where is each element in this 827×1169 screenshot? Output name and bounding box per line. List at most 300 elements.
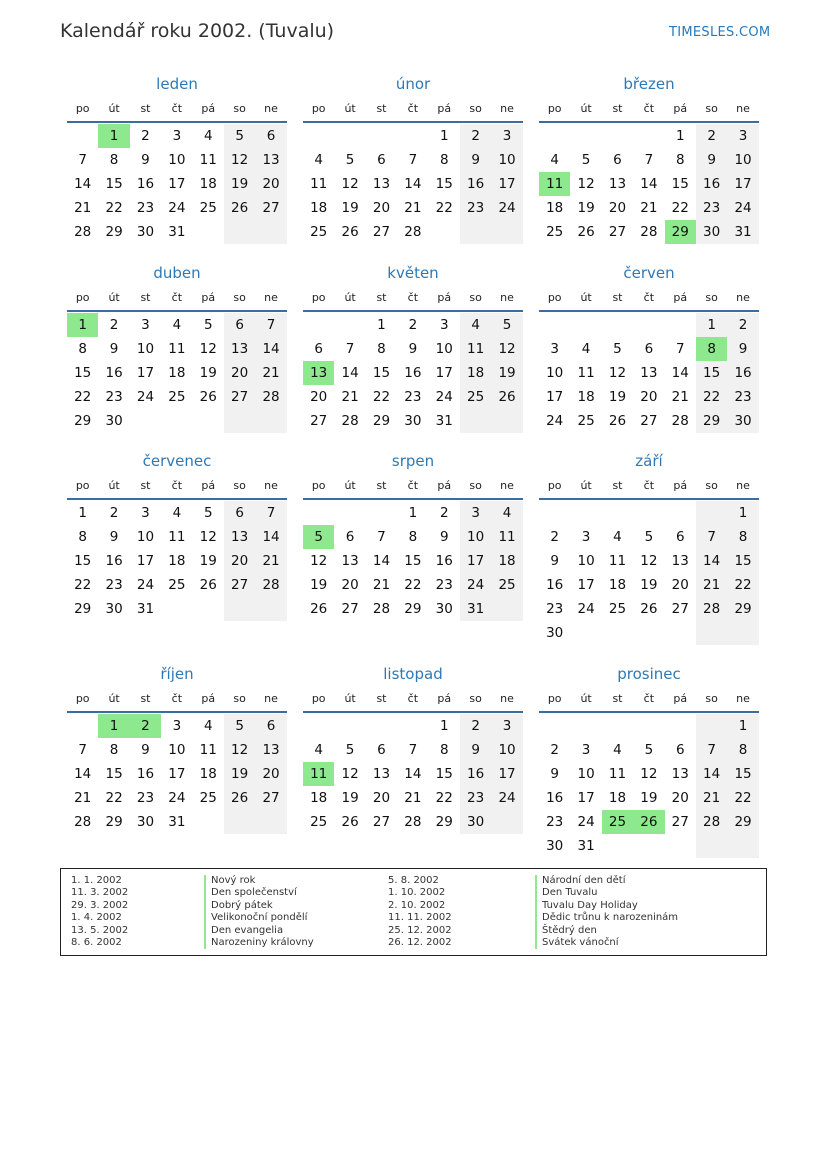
day-cell: 6: [675, 529, 685, 545]
day-cell: 26: [199, 577, 217, 593]
holiday-date: 8. 6. 2002: [71, 937, 122, 949]
weekday-label: st: [612, 479, 623, 492]
weekday-label: pá: [201, 692, 216, 705]
day-grid: [67, 313, 287, 433]
day-cell: 13: [671, 553, 689, 569]
day-cell: 1: [78, 505, 87, 521]
day-cell: 5: [203, 317, 213, 333]
weekday-label: po: [311, 479, 326, 492]
empty-cell: [570, 714, 601, 738]
day-cell: 12: [640, 553, 658, 569]
weekday-label: út: [108, 479, 120, 492]
weekday-label: út: [344, 102, 356, 115]
day-cell: 26: [224, 196, 255, 220]
empty-cell: [491, 597, 522, 621]
day-cell: 1: [696, 313, 727, 337]
weekday-label: st: [140, 479, 151, 492]
weekday-label: po: [311, 291, 326, 304]
day-cell: 26: [608, 413, 627, 429]
day-cell: 7: [345, 341, 355, 357]
day-cell: 9: [439, 529, 449, 545]
day-cell: 14: [671, 365, 689, 381]
day-cell: 27: [255, 786, 286, 810]
empty-cell: [303, 124, 334, 148]
day-grid: [539, 124, 759, 244]
day-cell: 5: [345, 742, 355, 758]
weekday-label: st: [376, 291, 387, 304]
weekday-label: so: [233, 102, 246, 115]
day-cell: 28: [74, 224, 92, 240]
legend-dates-left: [71, 875, 128, 949]
day-cell: 5: [491, 313, 522, 337]
day-cell: 24: [168, 790, 186, 806]
day-cell: 22: [727, 786, 758, 810]
month-name: květen: [387, 264, 439, 282]
weekday-label: so: [233, 479, 246, 492]
day-cell: 1: [377, 317, 386, 333]
empty-cell: [224, 597, 255, 621]
day-cell: 18: [608, 790, 627, 806]
day-cell: 26: [633, 810, 664, 834]
day-cell: 11: [577, 365, 595, 381]
day-cell: 21: [696, 786, 727, 810]
empty-cell: [696, 714, 727, 738]
weekday-label: čt: [171, 479, 183, 492]
empty-cell: [602, 124, 633, 148]
day-cell: 28: [696, 597, 727, 621]
empty-cell: [602, 313, 633, 337]
day-cell: 23: [696, 196, 727, 220]
day-cell: 6: [377, 152, 386, 168]
day-cell: 21: [255, 361, 286, 385]
day-cell: 16: [546, 577, 564, 593]
day-cell: 9: [696, 148, 727, 172]
day-cell: 27: [608, 224, 627, 240]
empty-cell: [665, 834, 696, 858]
day-cell: 22: [696, 385, 727, 409]
day-cell: 20: [341, 577, 359, 593]
empty-cell: [633, 621, 664, 645]
day-cell: 26: [491, 385, 522, 409]
day-cell: 28: [255, 385, 286, 409]
day-cell: 2: [130, 714, 161, 738]
day-cell: 10: [577, 766, 595, 782]
day-cell: 17: [491, 172, 522, 196]
day-cell: 23: [105, 389, 123, 405]
day-cell: 22: [435, 200, 453, 216]
day-cell: 15: [671, 176, 689, 192]
day-cell: 2: [109, 317, 119, 333]
day-cell: 29: [74, 413, 92, 429]
day-cell: 6: [224, 501, 255, 525]
holiday-date: 1. 10. 2002: [388, 887, 446, 899]
day-cell: 8: [377, 341, 386, 357]
day-cell: 4: [460, 313, 491, 337]
day-cell: 1: [98, 714, 129, 738]
day-cell: 9: [109, 529, 119, 545]
day-cell: 3: [439, 317, 449, 333]
empty-cell: [429, 220, 460, 244]
weekday-label: so: [469, 102, 482, 115]
empty-cell: [161, 597, 192, 621]
weekday-label: ne: [736, 291, 750, 304]
day-cell: 25: [310, 814, 328, 830]
day-cell: 29: [372, 413, 391, 429]
month-block: [303, 264, 523, 433]
day-cell: 11: [303, 762, 334, 786]
month-name: únor: [395, 75, 431, 93]
weekday-header: [67, 97, 287, 123]
month-name: červenec: [142, 452, 212, 470]
day-cell: 11: [608, 553, 627, 569]
holiday-name: Svátek vánoční: [542, 937, 619, 949]
weekday-label: pá: [673, 479, 688, 492]
day-cell: 26: [341, 814, 359, 830]
empty-cell: [366, 501, 397, 525]
day-cell: 12: [199, 341, 217, 357]
weekday-label: pá: [201, 291, 216, 304]
day-cell: 23: [727, 385, 758, 409]
day-cell: 12: [310, 553, 328, 569]
day-cell: 4: [314, 152, 323, 168]
day-cell: 27: [224, 385, 255, 409]
day-cell: 11: [199, 742, 217, 758]
day-cell: 13: [255, 738, 286, 762]
day-cell: 11: [168, 529, 186, 545]
day-grid: [67, 501, 287, 621]
weekday-label: so: [705, 692, 718, 705]
day-cell: 21: [74, 790, 92, 806]
weekday-label: so: [469, 692, 482, 705]
day-cell: 19: [577, 200, 595, 216]
holiday-name: Dědic trůnu k narozeninám: [542, 912, 679, 924]
day-cell: 16: [435, 553, 453, 569]
day-cell: 21: [372, 577, 391, 593]
day-cell: 6: [314, 341, 323, 357]
weekday-label: po: [75, 692, 90, 705]
legend-names-right: [535, 875, 678, 949]
day-cell: 10: [168, 742, 186, 758]
holiday-date: 2. 10. 2002: [388, 899, 446, 911]
day-cell: 25: [602, 810, 633, 834]
day-cell: 10: [491, 738, 522, 762]
weekday-label: po: [75, 102, 90, 115]
day-cell: 20: [255, 762, 286, 786]
weekday-header: [303, 687, 523, 713]
empty-cell: [633, 834, 664, 858]
weekday-label: so: [705, 479, 718, 492]
day-cell: 22: [404, 577, 422, 593]
weekday-header: [67, 687, 287, 713]
day-cell: 11: [199, 152, 217, 168]
day-cell: 7: [78, 742, 87, 758]
day-cell: 19: [341, 790, 359, 806]
weekday-label: ne: [736, 692, 750, 705]
weekday-label: út: [108, 102, 120, 115]
month-block: [67, 264, 287, 433]
weekday-label: so: [705, 291, 718, 304]
weekday-label: út: [108, 291, 120, 304]
empty-cell: [334, 313, 365, 337]
day-cell: 23: [546, 814, 564, 830]
day-cell: 1: [408, 505, 418, 521]
day-cell: 10: [460, 525, 491, 549]
day-cell: 23: [105, 577, 123, 593]
holiday-name: Nový rok: [211, 875, 256, 886]
day-cell: 24: [727, 196, 758, 220]
empty-cell: [161, 409, 192, 433]
day-cell: 17: [136, 365, 155, 381]
weekday-label: po: [311, 102, 326, 115]
empty-cell: [193, 810, 224, 834]
day-cell: 9: [408, 341, 418, 357]
day-cell: 31: [168, 224, 186, 240]
day-cell: 11: [460, 337, 491, 361]
day-cell: 7: [377, 529, 386, 545]
day-cell: 17: [435, 365, 453, 381]
day-cell: 12: [224, 738, 255, 762]
weekday-label: po: [547, 692, 562, 705]
day-cell: 14: [372, 553, 391, 569]
day-cell: 30: [435, 601, 453, 617]
day-cell: 5: [644, 742, 654, 758]
day-cell: 30: [727, 409, 758, 433]
empty-cell: [602, 834, 633, 858]
empty-cell: [460, 220, 491, 244]
empty-cell: [633, 124, 664, 148]
month-block: [67, 75, 287, 244]
day-cell: 23: [136, 790, 155, 806]
weekday-label: čt: [407, 692, 419, 705]
day-cell: 17: [168, 766, 186, 782]
day-cell: 25: [608, 601, 627, 617]
weekday-header: [539, 474, 759, 500]
day-cell: 30: [696, 220, 727, 244]
day-cell: 15: [727, 549, 758, 573]
day-grid: [67, 124, 287, 244]
day-cell: 8: [439, 742, 449, 758]
day-cell: 11: [608, 766, 627, 782]
day-cell: 4: [491, 501, 522, 525]
weekday-label: st: [140, 692, 151, 705]
day-cell: 27: [671, 814, 689, 830]
holiday-date: 13. 5. 2002: [71, 924, 129, 936]
day-cell: 4: [613, 742, 622, 758]
day-cell: 20: [671, 577, 689, 593]
weekday-header: [539, 97, 759, 123]
day-cell: 1: [727, 714, 758, 738]
empty-cell: [665, 714, 696, 738]
day-cell: 20: [224, 549, 255, 573]
day-cell: 2: [696, 124, 727, 148]
day-cell: 1: [727, 501, 758, 525]
day-cell: 9: [727, 337, 758, 361]
holiday-date: 26. 12. 2002: [388, 937, 452, 949]
day-cell: 23: [136, 200, 155, 216]
day-cell: 2: [550, 529, 559, 545]
day-cell: 15: [696, 361, 727, 385]
weekday-label: čt: [643, 479, 655, 492]
day-cell: 2: [460, 714, 491, 738]
day-cell: 17: [727, 172, 758, 196]
weekday-label: pá: [201, 479, 216, 492]
weekday-label: st: [376, 479, 387, 492]
day-cell: 29: [435, 814, 453, 830]
day-cell: 24: [577, 814, 595, 830]
day-cell: 18: [168, 365, 186, 381]
day-cell: 7: [696, 738, 727, 762]
day-cell: 13: [372, 176, 391, 192]
empty-cell: [727, 621, 758, 645]
weekday-label: čt: [407, 102, 419, 115]
day-cell: 26: [224, 786, 255, 810]
day-cell: 26: [199, 389, 217, 405]
day-cell: 7: [408, 152, 418, 168]
day-cell: 18: [310, 790, 328, 806]
empty-cell: [602, 714, 633, 738]
day-cell: 16: [105, 365, 123, 381]
day-cell: 4: [314, 742, 323, 758]
empty-cell: [491, 409, 522, 433]
day-cell: 16: [696, 172, 727, 196]
weekday-label: pá: [437, 102, 452, 115]
day-cell: 4: [172, 505, 182, 521]
day-cell: 29: [105, 814, 123, 830]
day-cell: 3: [550, 341, 559, 357]
day-cell: 15: [74, 365, 92, 381]
empty-cell: [602, 501, 633, 525]
holiday-name: Den společenství: [211, 887, 297, 899]
empty-cell: [303, 313, 334, 337]
empty-cell: [193, 220, 224, 244]
day-cell: 10: [168, 152, 186, 168]
holiday-name: Den Tuvalu: [542, 887, 598, 899]
day-cell: 12: [608, 365, 627, 381]
empty-cell: [539, 124, 570, 148]
day-cell: 13: [224, 525, 255, 549]
month-name: červen: [623, 264, 675, 282]
weekday-label: po: [75, 291, 90, 304]
day-cell: 16: [136, 766, 155, 782]
weekday-header: [303, 97, 523, 123]
weekday-label: út: [580, 102, 592, 115]
weekday-header: [303, 286, 523, 312]
day-cell: 17: [577, 577, 595, 593]
weekday-label: ne: [500, 479, 514, 492]
day-cell: 24: [491, 196, 522, 220]
weekday-label: čt: [171, 692, 183, 705]
empty-cell: [334, 501, 365, 525]
holiday-date: 25. 12. 2002: [388, 924, 452, 936]
day-cell: 2: [460, 124, 491, 148]
day-cell: 6: [224, 313, 255, 337]
empty-cell: [570, 501, 601, 525]
day-cell: 4: [613, 529, 622, 545]
day-cell: 29: [727, 597, 758, 621]
day-cell: 12: [224, 148, 255, 172]
day-cell: 16: [727, 361, 758, 385]
day-cell: 15: [435, 176, 453, 192]
day-cell: 13: [372, 766, 391, 782]
weekday-label: čt: [643, 102, 655, 115]
weekday-label: pá: [673, 692, 688, 705]
weekday-label: pá: [437, 692, 452, 705]
day-cell: 8: [727, 525, 758, 549]
day-cell: 6: [377, 742, 386, 758]
day-cell: 28: [255, 573, 286, 597]
site-brand-link[interactable]: TIMESLES.COM: [669, 25, 771, 40]
day-cell: 31: [136, 601, 155, 617]
legend-names-left: [204, 875, 314, 949]
empty-cell: [255, 810, 286, 834]
day-cell: 21: [696, 573, 727, 597]
holiday-date: 11. 11. 2002: [388, 912, 452, 924]
day-cell: 30: [546, 625, 564, 641]
month-block: [539, 75, 759, 244]
day-cell: 1: [439, 718, 449, 734]
weekday-label: ne: [736, 102, 750, 115]
empty-cell: [633, 501, 664, 525]
weekday-label: pá: [673, 102, 688, 115]
day-cell: 25: [168, 389, 186, 405]
day-cell: 9: [550, 553, 559, 569]
day-cell: 25: [199, 200, 217, 216]
day-cell: 29: [727, 810, 758, 834]
day-cell: 10: [136, 341, 155, 357]
day-cell: 22: [435, 790, 453, 806]
weekday-label: ne: [500, 692, 514, 705]
empty-cell: [224, 810, 255, 834]
weekday-label: út: [580, 291, 592, 304]
day-cell: 25: [460, 385, 491, 409]
day-cell: 29: [105, 224, 123, 240]
day-cell: 28: [341, 413, 359, 429]
weekday-header: [67, 474, 287, 500]
empty-cell: [570, 313, 601, 337]
day-cell: 22: [105, 790, 123, 806]
day-cell: 5: [303, 525, 334, 549]
holiday-name: Velikonoční pondělí: [211, 912, 308, 924]
day-cell: 24: [136, 577, 155, 593]
day-cell: 8: [439, 152, 449, 168]
day-cell: 3: [581, 529, 591, 545]
day-cell: 15: [105, 766, 123, 782]
weekday-label: pá: [201, 102, 216, 115]
month-block: [303, 75, 523, 244]
day-cell: 31: [168, 814, 186, 830]
day-cell: 22: [727, 573, 758, 597]
day-cell: 18: [199, 176, 217, 192]
weekday-label: ne: [264, 692, 278, 705]
day-cell: 7: [675, 341, 685, 357]
month-block: [539, 665, 759, 858]
day-cell: 26: [640, 601, 658, 617]
day-cell: 23: [435, 577, 453, 593]
day-cell: 6: [675, 742, 685, 758]
day-cell: 23: [404, 389, 422, 405]
empty-cell: [366, 714, 397, 738]
day-cell: 3: [141, 317, 150, 333]
day-cell: 4: [172, 317, 182, 333]
day-cell: 14: [74, 766, 92, 782]
day-cell: 25: [199, 790, 217, 806]
empty-cell: [665, 621, 696, 645]
weekday-label: st: [140, 291, 151, 304]
day-cell: 19: [491, 361, 522, 385]
day-cell: 8: [78, 341, 87, 357]
day-cell: 5: [581, 152, 591, 168]
weekday-label: st: [376, 102, 387, 115]
